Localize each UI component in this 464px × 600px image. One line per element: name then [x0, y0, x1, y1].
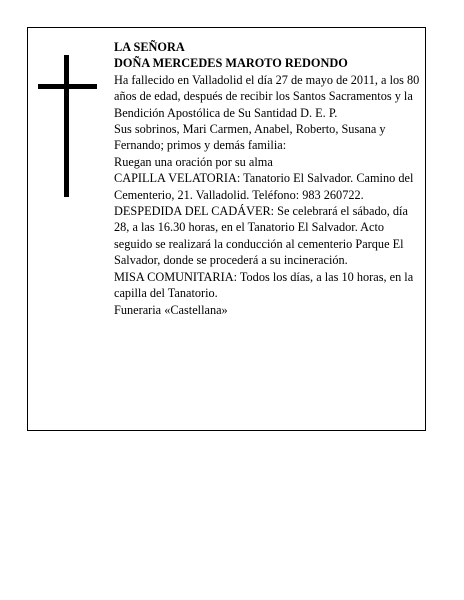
cross-icon-vertical-bar — [64, 55, 69, 197]
deceased-name: DOÑA MERCEDES MAROTO REDONDO — [114, 56, 348, 71]
cross-icon-horizontal-bar — [38, 84, 97, 89]
funeral-home-name: Funeraria «Castellana» — [114, 302, 228, 317]
family-list: Sus sobrinos, Mari Carmen, Anabel, Roberto, Susana y Fernando; primos y demás familia: — [114, 122, 386, 153]
death-announcement: Ha fallecido en Valladolid el día 27 de mayo de 2011, a los 80 años de edad, después de recibir los Santos Sacramentos y la Bendición Apostólica de Su Santidad D. E. P. — [114, 72, 420, 120]
notice-title-line-1: LA SEÑORA — [114, 40, 185, 54]
wake-chapel-info: CAPILLA VELATORIA: Tanatorio El Salvador. Camino del Cementerio, 21. Valladolid. Teléfono: 983 260722. — [114, 171, 414, 202]
community-mass-info: MISA COMUNITARIA: Todos los días, a las 10 horas, en la capilla del Tanatorio. — [114, 269, 414, 301]
prayer-request: Ruegan una oración por su alma — [114, 154, 273, 169]
obituary-text — [114, 39, 420, 318]
farewell-info: DESPEDIDA DEL CADÁVER: Se celebrará el sábado, día 28, a las 16.30 horas, en el Tanatorio El Salvador. Acto seguido se realizará la conducción al cementerio Parque El Salvador, donde se procederá a su incineración. — [114, 204, 408, 268]
